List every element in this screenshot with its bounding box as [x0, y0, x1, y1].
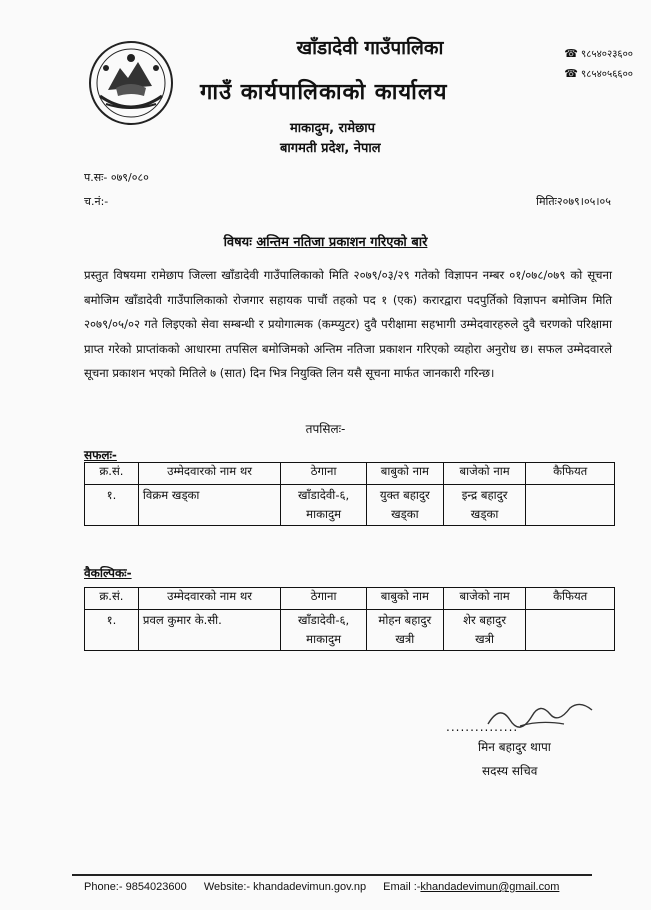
header-sn: क्र.सं. [85, 463, 139, 485]
cell-grandfather [443, 610, 526, 651]
phone-icon: ☎ [564, 67, 578, 80]
cell-father [366, 610, 443, 651]
address-line: माकादुम [306, 632, 342, 646]
subject-line [0, 232, 651, 250]
phone-list [564, 44, 633, 84]
header-father: बाबुको नाम [366, 463, 443, 485]
phone-number: ९८५४०५६६०० [581, 69, 633, 80]
footer-email-link[interactable]: khandadevimun@gmail.com [420, 881, 560, 893]
letter-number: प.सः- ०७९/०८० [84, 171, 149, 184]
cell-father [366, 485, 443, 526]
cell-name: विक्रम खड्का [138, 485, 280, 526]
header-name: उम्मेदवारको नाम थर [138, 588, 280, 610]
cell-sn: १. [85, 610, 139, 651]
table-row [85, 485, 615, 526]
signatory-title: सदस्य सचिव [482, 764, 538, 778]
nepal-emblem-icon [86, 38, 176, 128]
details-heading: तपसिलः- [305, 422, 346, 436]
footer-phone: Phone:- 9854023600 [84, 881, 187, 893]
grandfather-name-line: शेर बहादुर [463, 613, 507, 627]
phone-number: ९८५४०२३६०० [581, 49, 633, 60]
header-name: उम्मेदवारको नाम थर [138, 463, 280, 485]
signatory-name: मिन बहादुर थापा [478, 740, 551, 754]
address-line-2: बागमती प्रदेश, नेपाल [280, 141, 381, 156]
address-line: खाँडादेवी-६, [298, 613, 350, 627]
father-name-line: मोहन बहादुर [378, 613, 432, 627]
successful-table [84, 462, 615, 526]
dispatch-number: च.नं:- [84, 195, 109, 208]
cell-remarks [526, 485, 615, 526]
grandfather-name-line: खड्का [470, 507, 499, 521]
phone-icon: ☎ [564, 47, 578, 60]
alternate-table [84, 587, 615, 651]
footer-divider [72, 874, 592, 876]
address-line-1: माकादुम, रामेछाप [290, 121, 375, 136]
footer-email-label: Email :- [383, 881, 421, 893]
header-grandfather: बाजेको नाम [443, 463, 526, 485]
cell-address [281, 610, 367, 651]
header-grandfather: बाजेको नाम [443, 588, 526, 610]
office-name: गाउँ कार्यपालिकाको कार्यालय [200, 80, 448, 105]
header-address: ठेगाना [281, 463, 367, 485]
grandfather-name-line: इन्द्र बहादुर [461, 488, 508, 502]
footer [84, 881, 559, 893]
cell-name: प्रवल कुमार के.सी. [138, 610, 280, 651]
address-line: माकादुम [306, 507, 342, 521]
cell-grandfather [443, 485, 526, 526]
table-header-row [85, 588, 615, 610]
table-header-row [85, 463, 615, 485]
alternate-label: वैकल्पिकः- [84, 566, 132, 580]
cell-sn: १. [85, 485, 139, 526]
table-row [85, 610, 615, 651]
cell-address [281, 485, 367, 526]
address-line: खाँडादेवी-६, [298, 488, 350, 502]
father-name-line: खत्री [395, 632, 415, 646]
header-sn: क्र.सं. [85, 588, 139, 610]
footer-website[interactable]: Website:- khandadevimun.gov.np [203, 881, 367, 893]
cell-remarks [526, 610, 615, 651]
father-name-line: युक्त बहादुर [379, 488, 430, 502]
subject-text: अन्तिम नतिजा प्रकाशन गरिएको बारे [256, 235, 428, 250]
header-remarks: कैफियत [526, 588, 615, 610]
header-remarks: कैफियत [526, 463, 615, 485]
letter-date: मितिः२०७९।०५।०५ [536, 195, 611, 208]
successful-label: सफलः- [84, 448, 117, 462]
signature-dots: ............... [446, 720, 519, 734]
phone-entry [564, 44, 633, 64]
header-address: ठेगाना [281, 588, 367, 610]
header-father: बाबुको नाम [366, 588, 443, 610]
grandfather-name-line: खत्री [475, 632, 495, 646]
municipality-name: खाँडादेवी गाउँपालिका [296, 37, 444, 59]
father-name-line: खड्का [391, 507, 419, 521]
phone-entry [564, 64, 633, 84]
body-paragraph: प्रस्तुत विषयमा रामेछाप जिल्ला खाँडादेवी गाउँपालिकाको मिति २०७९/०३/२९ गतेको विज्ञापन नम्बर ०१/०७८/०७९ को सूचना बमोजिम खाँडादेवी गाउँपालिकाको रोजगार सहायक पाचौं तहको पद १ (एक) करारद्वारा पदपुर्तिको विज्ञापन बमोजिम मिति २०७९/०५/०२ गते लिइएको सेवा सम्बन्धी र प्रयोगात्मक (कम्प्युटर) दुवै परीक्षामा सहभागी उम्मेदवारहरुले दुवै चरणको परिक्षामा प्राप्त गरेको प्राप्तांकको आधारमा तपसिल बमोजिमको अन्तिम नतिजा प्रकाशन गरिएको व्यहोरा अनुरोध छ। सफल उम्मेदवारले सूचना प्रकाशन भएको मितिले ७ (सात) दिन भित्र नियुक्ति लिन यसै सूचना मार्फत जानकारी गरिन्छ। [84, 268, 612, 380]
subject-label: विषयः [223, 235, 252, 250]
